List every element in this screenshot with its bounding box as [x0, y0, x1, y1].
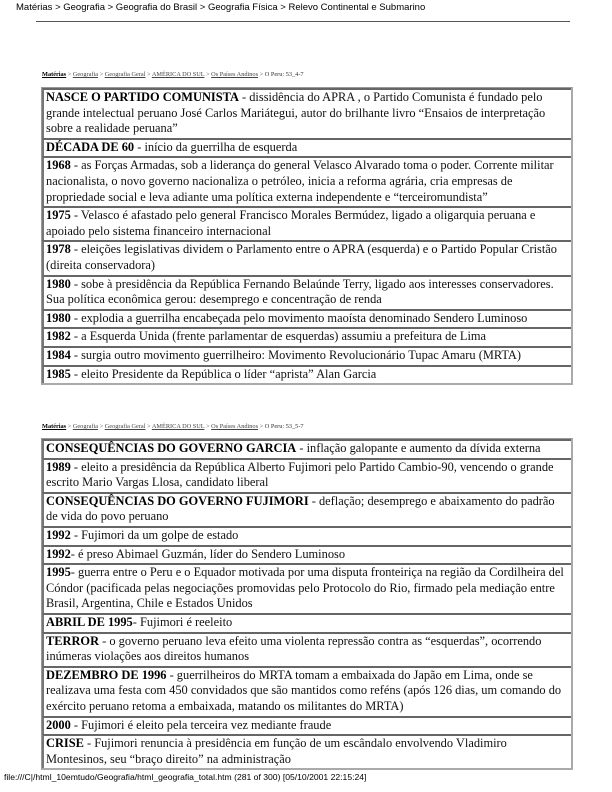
entry-text: - a Esquerda Unida (frente parlamentar de esquerdas) assumiu a prefeitura de Lima	[70, 329, 487, 344]
table-row	[42, 458, 571, 492]
table-row	[42, 206, 571, 240]
timeline-entry	[42, 563, 571, 613]
table-row	[42, 346, 571, 365]
entry-title: 1992	[46, 527, 71, 542]
entry-text: - inflação galopante e aumento da dívida externa	[296, 441, 541, 455]
entry-title: ABRIL DE 1995	[46, 614, 133, 629]
breadcrumb-link-root[interactable]: Matérias	[42, 423, 67, 430]
timeline-table	[41, 438, 573, 770]
entry-title: 1980	[46, 310, 71, 325]
breadcrumb-separator: >	[98, 71, 105, 78]
entry-title: DEZEMBRO DE 1996	[46, 667, 167, 682]
entry-text: - as Forças Armadas, sob a liderança do general Velasco Alvarado toma o poder. Corrente militar nacionalista, o novo governo nacionaliza o petróleo, inicia a reforma agrária, cria empresas de propriedade social e leva adiante uma política externa independente e “terceiromundista”	[46, 158, 554, 204]
timeline-entry	[42, 275, 571, 309]
breadcrumb-separator: >	[204, 71, 212, 78]
timeline-entry	[42, 526, 571, 545]
top-breadcrumb: Matérias > Geografia > Geografia do Brasil > Geografia Física > Relevo Continental e Submarino	[16, 2, 426, 13]
entry-text: - Fujimori é eleito pela terceira vez mediante fraude	[70, 717, 332, 732]
timeline-entry	[42, 156, 571, 206]
breadcrumb-link[interactable]: AMÉRICA DO SUL	[151, 423, 205, 430]
entry-title: CRISE	[46, 736, 84, 751]
timeline-entry	[42, 138, 571, 157]
entry-title: TERROR	[46, 633, 100, 648]
breadcrumb-link[interactable]: Geografia Geral	[104, 71, 146, 78]
entry-text: - guerrilheiros do MRTA tomam a embaixada do Japão em Lima, onde se realizava uma festa com 450 convidados que são mantidos como reféns (após 126 dias, um comando do exército peruano retoma a embaixada, matando os militantes do MRTA)	[46, 667, 562, 713]
entry-title: 1968	[46, 158, 71, 173]
table-row	[42, 309, 571, 328]
entry-text: - eleições legislativas dividem o Parlamento entre o APRA (esquerda) e o Partido Popular Cristão (direita conservadora)	[46, 242, 558, 272]
table-row	[42, 666, 571, 716]
breadcrumb-link[interactable]: AMÉRICA DO SUL	[151, 71, 205, 78]
timeline-table	[41, 87, 573, 385]
timeline-entry	[42, 240, 571, 274]
breadcrumb-separator: >	[98, 423, 105, 430]
table-row	[42, 545, 571, 564]
breadcrumb-separator: >	[204, 423, 212, 430]
entry-text: - o governo peruano leva efeito uma violenta repressão contra as “esquerdas”, ocorrendo inúmeras violações aos direitos humanos	[46, 633, 542, 664]
table-row	[42, 240, 571, 274]
entry-title: 1995	[46, 565, 71, 580]
timeline-entry	[42, 206, 571, 240]
table-row	[42, 88, 571, 138]
breadcrumb-link[interactable]: Geografia Geral	[104, 423, 146, 430]
timeline-entry	[42, 88, 571, 138]
breadcrumb-separator: >	[145, 423, 152, 430]
entry-text: - é preso Abimael Guzmán, líder do Sendero Luminoso	[70, 546, 346, 561]
entry-text: - dissidência do APRA , o Partido Comunista é fundado pelo grande intelectual peruano José Carlos Mariátegui, autor do brilhante livro “Ensaios de interpretação sobre a realidade peruana”	[46, 90, 546, 136]
breadcrumb-link[interactable]: Os Países Andinos	[211, 423, 259, 430]
table-row	[42, 492, 571, 526]
entry-text: - explodia a guerrilha encabeçada pelo movimento maoísta denominado Sendero Luminoso	[70, 310, 528, 325]
entry-text: - Velasco é afastado pelo general Francisco Morales Bermúdez, ligado a oligarquia peruana e apoiado pelo sistema financeiro internacional	[46, 208, 536, 238]
entry-text: - início da guerrilha de esquerda	[134, 139, 298, 154]
table-row	[42, 275, 571, 309]
breadcrumb-separator: >	[66, 71, 73, 78]
entry-text: - sobe à presidência da República Fernando Belaúnde Terry, ligado aos interesses conservadores. Sua política econômica gerou: desemprego e concentração de renda	[46, 276, 554, 307]
entry-text: - Fujimori renuncia à presidência em função de um escândalo envolvendo Vladimiro Montesinos, seu “braço direito” na administração	[46, 736, 507, 766]
breadcrumb-current: O Peru: 53_4-7	[264, 71, 304, 78]
timeline-entry	[42, 613, 571, 632]
table-row	[42, 156, 571, 206]
timeline-entry	[42, 327, 571, 346]
entry-title: 1989	[46, 459, 71, 474]
entry-text: - Fujimori é reeleito	[132, 614, 233, 629]
timeline-entry	[42, 632, 571, 666]
entry-title: CONSEQUÊNCIAS DO GOVERNO GARCIA	[46, 441, 297, 455]
entry-text: - deflação; desemprego e abaixamento do padrão de vida do povo peruano	[46, 493, 555, 524]
entry-title: NASCE O PARTIDO COMUNISTA	[46, 90, 239, 104]
entry-title: 1982	[46, 329, 71, 344]
timeline-entry	[42, 346, 571, 365]
timeline-entry	[42, 458, 571, 492]
entry-title: 1992	[46, 546, 71, 561]
table-row	[42, 632, 571, 666]
breadcrumb-current: O Peru: 53_5-7	[264, 423, 304, 430]
breadcrumb-link[interactable]: Geografia	[72, 423, 99, 430]
entry-title: 1978	[46, 242, 71, 257]
timeline-entry	[42, 545, 571, 564]
timeline-entry	[42, 716, 571, 735]
entry-text: - Fujimori da um golpe de estado	[70, 527, 239, 542]
entry-title: 1984	[46, 347, 71, 362]
breadcrumb-link[interactable]: Geografia	[72, 71, 99, 78]
entry-title: DÉCADA DE 60	[46, 139, 135, 154]
timeline-entry	[42, 492, 571, 526]
entry-title: 1985	[46, 366, 71, 381]
breadcrumb-separator: >	[258, 71, 265, 78]
timeline-entry	[42, 666, 571, 716]
breadcrumb-separator: >	[258, 423, 265, 430]
section-breadcrumb	[42, 71, 304, 78]
divider	[36, 21, 570, 22]
entry-text: - surgia outro movimento guerrilheiro: Movimento Revolucionário Tupac Amaru (MRTA)	[70, 347, 522, 362]
entry-text: - eleito Presidente da República o líder “aprista” Alan Garcia	[70, 366, 377, 381]
table-row	[42, 734, 571, 768]
table-row	[42, 439, 571, 458]
table-row	[42, 716, 571, 735]
entry-text: - eleito a presidência da República Alberto Fujimori pelo Partido Cambio-90, vencendo o grande escrito Mario Vargas Llosa, candidato liberal	[46, 459, 554, 490]
breadcrumb-link[interactable]: Os Países Andinos	[211, 71, 259, 78]
table-row	[42, 327, 571, 346]
timeline-entry	[42, 734, 571, 768]
table-row	[42, 613, 571, 632]
table-row	[42, 138, 571, 157]
entry-title: CONSEQUÊNCIAS DO GOVERNO FUJIMORI	[46, 493, 309, 508]
breadcrumb-separator: >	[145, 71, 152, 78]
entry-title: 1975	[46, 208, 71, 223]
page-footer: file:///C|/html_10emtudo/Geografia/html_geografia_total.htm (281 of 300) [05/10/2001 22:15:24]	[4, 772, 367, 782]
table-row	[42, 365, 571, 384]
timeline-entry	[42, 439, 571, 458]
breadcrumb-separator: >	[66, 423, 73, 430]
section-breadcrumb	[42, 423, 304, 430]
entry-title: 1980	[46, 276, 71, 291]
entry-title: 2000	[46, 717, 71, 732]
table-row	[42, 563, 571, 613]
entry-text: - guerra entre o Peru e o Equador motivada por uma disputa fronteiriça na região da Cordilheira del Cóndor (pacificada pelas negociações promovidas pelo Protocolo do Rio, firmado pela mediação entre Brasil, Argentina, Chile e Estados Unidos	[46, 565, 564, 611]
breadcrumb-link-root[interactable]: Matérias	[42, 71, 67, 78]
timeline-entry	[42, 309, 571, 328]
timeline-entry	[42, 365, 571, 384]
table-row	[42, 526, 571, 545]
